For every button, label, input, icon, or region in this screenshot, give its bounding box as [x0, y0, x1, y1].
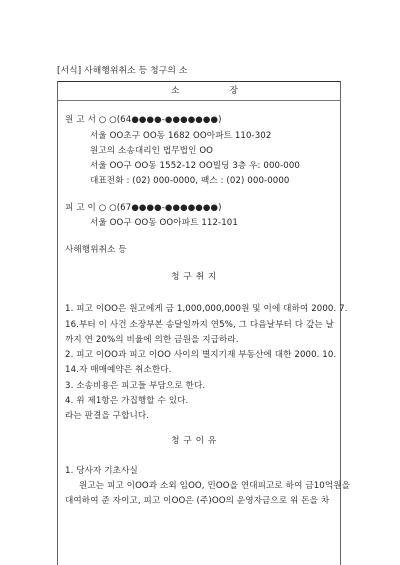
claim-line: 1. 피고 이OO은 원고에게 금 1,000,000,000원 및 이에 대하여 2000. 7. — [65, 304, 348, 314]
reason-line: 대여하여 준 자이고, 피고 이OO은 (주)OO의 운영자금으로 위 돈을 차 — [65, 496, 330, 506]
form-label: [서식] 사해행위취소 등 청구의 소 — [57, 66, 188, 76]
document-title: 소 장 — [171, 86, 239, 96]
reason-line: 원고는 피고 이OO과 소외 임OO, 민OO을 연대피고로 하여 금10억원을 — [79, 481, 351, 491]
plaintiff-address: 서울 OO초구 OO동 1682 OO아파트 110-302 — [90, 131, 272, 141]
representative-phone: 대표전화 : (02) 000-0000, 팩스 : (02) 000-0000 — [90, 176, 290, 186]
claim-line: 3. 소송비용은 피고들 부담으로 한다. — [65, 381, 206, 391]
claim-line: 4. 위 제1항은 가집행할 수 있다. — [65, 396, 189, 406]
reason-heading: 1. 당사자 기초사실 — [65, 466, 138, 476]
claim-line: 16.부터 이 사건 소장부본 송달일까지 연5%, 그 다음날부터 다 갚는 날 — [65, 320, 334, 330]
section-title-reasons: 청 구 이 유 — [171, 436, 217, 446]
plaintiff-representative: 원고의 소송대리인 법무법인 OO — [90, 146, 214, 156]
representative-address: 서울 OO구 OO동 1552-12 OO빌딩 3층 우: 000-000 — [90, 161, 300, 171]
section-title-claims: 청 구 취 지 — [171, 272, 217, 282]
claim-closing: 라는 판결을 구합니다. — [65, 411, 150, 421]
title-divider — [57, 100, 341, 101]
claim-line: 14.자 매매예약은 취소한다. — [65, 365, 172, 375]
claim-line: 까지 연 20%의 비율에 의한 금원을 지급하라. — [65, 335, 239, 345]
defendant-label: 피 고 이 ○ ○(67●●●●-●●●●●●●) — [65, 203, 222, 213]
claim-line: 2. 피고 이OO과 피고 이OO 사이의 별지기재 부동산에 대한 2000. 10. — [65, 350, 337, 360]
case-name: 사해행위취소 등 — [65, 245, 127, 255]
plaintiff-label: 원 고 서 ○ ○(64●●●●-●●●●●●●) — [65, 115, 222, 125]
defendant-address: 서울 OO구 OO동 OO아파트 112-101 — [90, 218, 238, 228]
